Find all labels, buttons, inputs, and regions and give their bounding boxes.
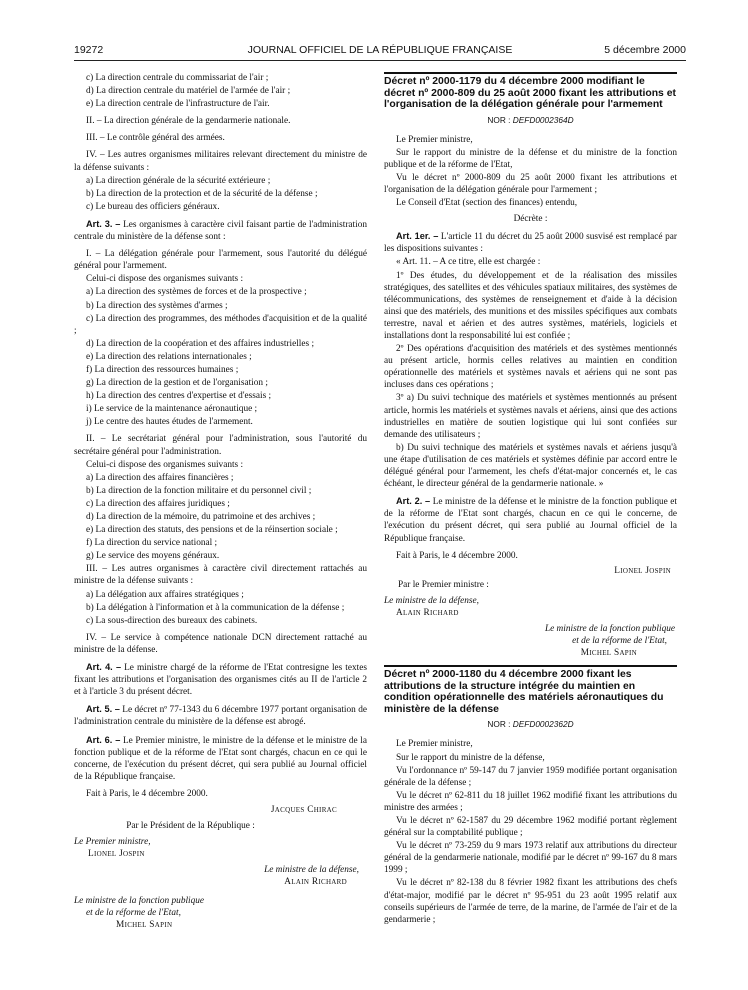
signature-president: Jacques Chirac	[270, 804, 337, 815]
place-date: Fait à Paris, le 4 décembre 2000.	[86, 788, 208, 799]
paragraph: III. – Le contrôle général des armées.	[86, 133, 225, 144]
paragraph: b) Du suivi technique des matériels et systèmes navals et aériens jusqu'à une étape d'utilisation de ces matériels et systèmes définie par accord entre le délégué général pour l'armement, les chefs d'état-major concernés et, le cas échéant, le directeur général de la gendarmerie nationale. »	[384, 442, 677, 490]
nor-code: DEFD0002362D	[512, 719, 574, 730]
paragraph: IV. – Le service à compétence nationale DCN directement rattaché au ministre de la défense.	[74, 632, 367, 655]
right-column	[384, 72, 677, 927]
list-item: h) La direction des centres d'expertise et d'essais ;	[86, 391, 272, 402]
pm-title: Le Premier ministre,	[74, 837, 151, 848]
list-item: e) La direction centrale de l'infrastructure de l'air.	[86, 99, 270, 110]
article-text: Le ministre chargé de la réforme de l'Etat contresigne les textes fixant les attributions et l'organisation des organismes cités au II de l'article 2 et à l'article 3 du présent décret.	[74, 663, 367, 698]
article-label: Art. 6. –	[86, 734, 121, 745]
list-item: e) La direction des statuts, des pensions et de la réinsertion sociale ;	[86, 525, 338, 536]
article-2	[384, 495, 677, 544]
paragraph: Celui-ci dispose des organismes suivants :	[86, 459, 244, 470]
nor-code: DEFD0002364D	[512, 114, 574, 125]
decree-title: Décret nº 2000-1180 du 4 décembre 2000 fixant les attributions de la structure intégrée du maintien en condition opérationnelle des matériels aéronautiques du ministère de la défense	[384, 669, 664, 715]
list-item: a) La direction générale de la sécurité extérieure ;	[86, 175, 271, 186]
paragraph: Sur le rapport du ministre de la défense,	[396, 752, 545, 763]
paragraph: Vu le décret nº 73-259 du 9 mars 1973 relatif aux attributions du directeur général de la gendarmerie nationale, modifié par le décret nº 99-167 du 8 mars 1999 ;	[384, 841, 677, 876]
paragraph: 1º Des études, du développement et de la réalisation des missiles stratégiques, des satellites et des véhicules spatiaux militaires, des systèmes de télécommunications, des systèmes de renseignement et d'aide à la décision ainsi que des matériels, des munitions et des missiles spécifiques aux combats terrestre, naval et aérien et des autres systèmes, matériels, logiciels et installations dont la responsabilité lui est confiée ;	[384, 270, 677, 341]
list-item: c) La direction des programmes, des méthodes d'acquisition et de la qualité ;	[74, 313, 367, 336]
signature-pm: Lionel Jospin	[614, 565, 671, 576]
fp-minister-name: Michel Sapin	[116, 919, 173, 930]
nor-label: NOR :	[487, 719, 513, 730]
par-le-president: Par le Président de la République :	[126, 821, 255, 832]
article-6	[74, 734, 367, 783]
paragraph: Le Premier ministre,	[396, 134, 473, 145]
paragraph: III. – Les autres organismes à caractère civil directement rattachés au ministre de la défense suivants :	[74, 564, 367, 587]
pm-name: Lionel Jospin	[88, 849, 145, 860]
fp-minister-title-1: Le ministre de la fonction publique	[544, 624, 675, 635]
list-item: g) La direction de la gestion et de l'organisation ;	[86, 378, 268, 389]
list-item: b) La direction des systèmes d'armes ;	[86, 300, 228, 311]
list-item: a) La direction des systèmes de forces et de la prospective ;	[86, 287, 307, 298]
article-5	[74, 703, 367, 728]
list-item: f) La direction des ressources humaines ;	[86, 364, 239, 375]
list-item: b) La direction de la protection et de la sécurité de la défense ;	[86, 188, 318, 199]
article-4	[74, 661, 367, 698]
nor-label: NOR :	[487, 114, 513, 125]
paragraph: I. – La délégation générale pour l'armement, sous l'autorité du délégué général pour l'armement.	[74, 249, 367, 272]
article-text: Le décret nº 77-1343 du 6 décembre 1977 portant organisation de l'administration centrale du ministère de la défense est abrogé.	[74, 705, 367, 728]
list-item: d) La direction de la mémoire, du patrimoine et des archives ;	[86, 512, 316, 522]
article-text: Les organismes à caractère civil faisant partie de l'administration centrale du ministère de la défense sont :	[74, 219, 368, 243]
page-header	[74, 44, 686, 58]
article-text: Le Premier ministre, le ministre de la défense et le ministre de la fonction publique et de la réforme de l'Etat sont chargés, chacun en ce qui le concerne, de l'exécution du présent décret, qui sera publié au Journal officiel de la République française.	[74, 735, 368, 782]
paragraph: Le Premier ministre,	[396, 739, 473, 750]
paragraph: IV. – Les autres organismes militaires relevant directement du ministre de la défense suivants :	[74, 150, 367, 173]
paragraph: Vu le décret nº 62-1587 du 29 décembre 1962 modifié portant règlement général sur la comptabilité publique ;	[384, 816, 677, 839]
place-date: Fait à Paris, le 4 décembre 2000.	[396, 550, 518, 561]
fp-minister-title-1: Le ministre de la fonction publique	[74, 895, 205, 906]
paragraph: 3º a) Du suivi technique des matériels et systèmes mentionnés au présent article, hormis les matériels et systèmes navals et aériens, ainsi que des actions industrielles en matière de soutien logistique qui lui sont confiées sur demande des utilisateurs ;	[384, 393, 677, 440]
paragraph: Vu le décret nº 62-811 du 18 juillet 1962 modifié fixant les attributions du ministre des armées ;	[384, 790, 677, 813]
paragraph: Vu l'ordonnance nº 59-147 du 7 janvier 1959 modifiée portant organisation générale de la défense ;	[384, 765, 677, 788]
list-item: j) Le centre des hautes études de l'armement.	[86, 417, 253, 428]
list-item: a) La délégation aux affaires stratégiques ;	[86, 589, 244, 600]
article-text: L'article 11 du décret du 25 août 2000 susvisé est remplacé par les dispositions suivantes :	[384, 232, 677, 255]
paragraph: Vu le décret nº 2000-809 du 25 août 2000 fixant les attributions et l'organisation de la délégation générale pour l'armement ;	[384, 172, 677, 195]
paragraph: Sur le rapport du ministre de la défense et du ministre de la fonction publique et de la réforme de l'Etat,	[384, 147, 677, 170]
paragraph: Le Conseil d'Etat (section des finances) entendu,	[396, 198, 578, 209]
paragraph: Celui-ci dispose des organismes suivants :	[86, 274, 244, 285]
list-item: c) La direction des affaires juridiques ;	[86, 498, 230, 509]
page-number: 19272	[74, 44, 104, 56]
article-text: Le ministre de la défense et le ministre de la fonction publique et de la réforme de l'Etat sont chargés, chacun en ce qui le concerne, de l'exécution du présent décret, qui sera publié au Journal officiel de la République française.	[384, 497, 678, 544]
defense-minister-name: Alain Richard	[396, 607, 459, 618]
list-item: g) Le service des moyens généraux.	[86, 551, 220, 562]
fp-minister-title-2: et de la réforme de l'Etat,	[86, 907, 181, 918]
decree-title: Décret nº 2000-1179 du 4 décembre 2000 modifiant le décret nº 2000-809 du 25 août 2000 fixant les attributions et l'organisation de la délégation générale pour l'armement	[384, 76, 676, 110]
article-label: Art. 3. –	[86, 218, 121, 229]
paragraph: « Art. 11. – A ce titre, elle est chargée :	[396, 257, 541, 268]
list-item: a) La direction des affaires financières ;	[86, 472, 234, 483]
issue-date: 5 décembre 2000	[604, 44, 686, 56]
article-label: Art. 5. –	[86, 704, 120, 715]
defense-minister-title: Le ministre de la défense,	[264, 865, 359, 876]
header-rule	[74, 60, 686, 61]
fp-minister-title-2: et de la réforme de l'Etat,	[572, 636, 667, 647]
par-le-premier-ministre: Par le Premier ministre :	[398, 579, 489, 590]
list-item: d) La direction de la coopération et des affaires industrielles ;	[86, 338, 315, 349]
journal-title: JOURNAL OFFICIEL DE LA RÉPUBLIQUE FRANÇAISE	[247, 44, 513, 56]
paragraph: 2º Des opérations d'acquisition des matériels et des systèmes mentionnés au présent article, hormis celles relatives au maintien en condition opérationnelle des matériels et systèmes navals et aériens qui ne sont pas incluses dans ces opérations ;	[384, 344, 677, 391]
defense-minister-name: Alain Richard	[284, 877, 347, 888]
article-3	[74, 218, 367, 243]
fp-minister-name: Michel Sapin	[580, 648, 637, 659]
decree-2000-1180	[384, 665, 677, 926]
left-column	[74, 72, 367, 931]
decrete: Décrète :	[513, 214, 548, 225]
list-item: c) Le bureau des officiers généraux.	[86, 201, 220, 212]
article-label: Art. 2. –	[396, 496, 431, 507]
list-item: f) La direction du service national ;	[86, 538, 218, 549]
nor-reference	[384, 718, 677, 730]
paragraph: II. – Le secrétariat général pour l'administration, sous l'autorité du secrétaire général pour l'administration.	[74, 434, 367, 457]
nor-reference	[384, 114, 677, 126]
decree-2000-1179	[384, 72, 677, 659]
paragraph: II. – La direction générale de la gendarmerie nationale.	[86, 116, 291, 127]
list-item: c) La direction centrale du commissariat de l'air ;	[86, 73, 269, 83]
list-item: b) La délégation à l'information et à la communication de la défense ;	[86, 602, 345, 613]
defense-minister-title: Le ministre de la défense,	[384, 595, 479, 606]
article-1	[384, 230, 677, 255]
article-label: Art. 4. –	[86, 662, 122, 673]
list-item: e) La direction des relations internationales ;	[86, 351, 252, 362]
list-item: c) La sous-direction des bureaux des cabinets.	[86, 615, 258, 626]
paragraph: Vu le décret nº 82-138 du 8 février 1982 fixant les attributions des chefs d'état-major, modifié par le décret nº 95-951 du 23 août 1995 relatif aux conseils supérieurs de l'armée de terre, de la marine, de l'armée de l'air et de la gendarmerie ;	[384, 878, 677, 925]
article-label: Art. 1er. –	[396, 231, 439, 242]
list-item: i) Le service de la maintenance aéronautique ;	[86, 404, 258, 415]
list-item: b) La direction de la fonction militaire et du personnel civil ;	[86, 485, 312, 496]
list-item: d) La direction centrale du matériel de l'armée de l'air ;	[86, 86, 291, 97]
